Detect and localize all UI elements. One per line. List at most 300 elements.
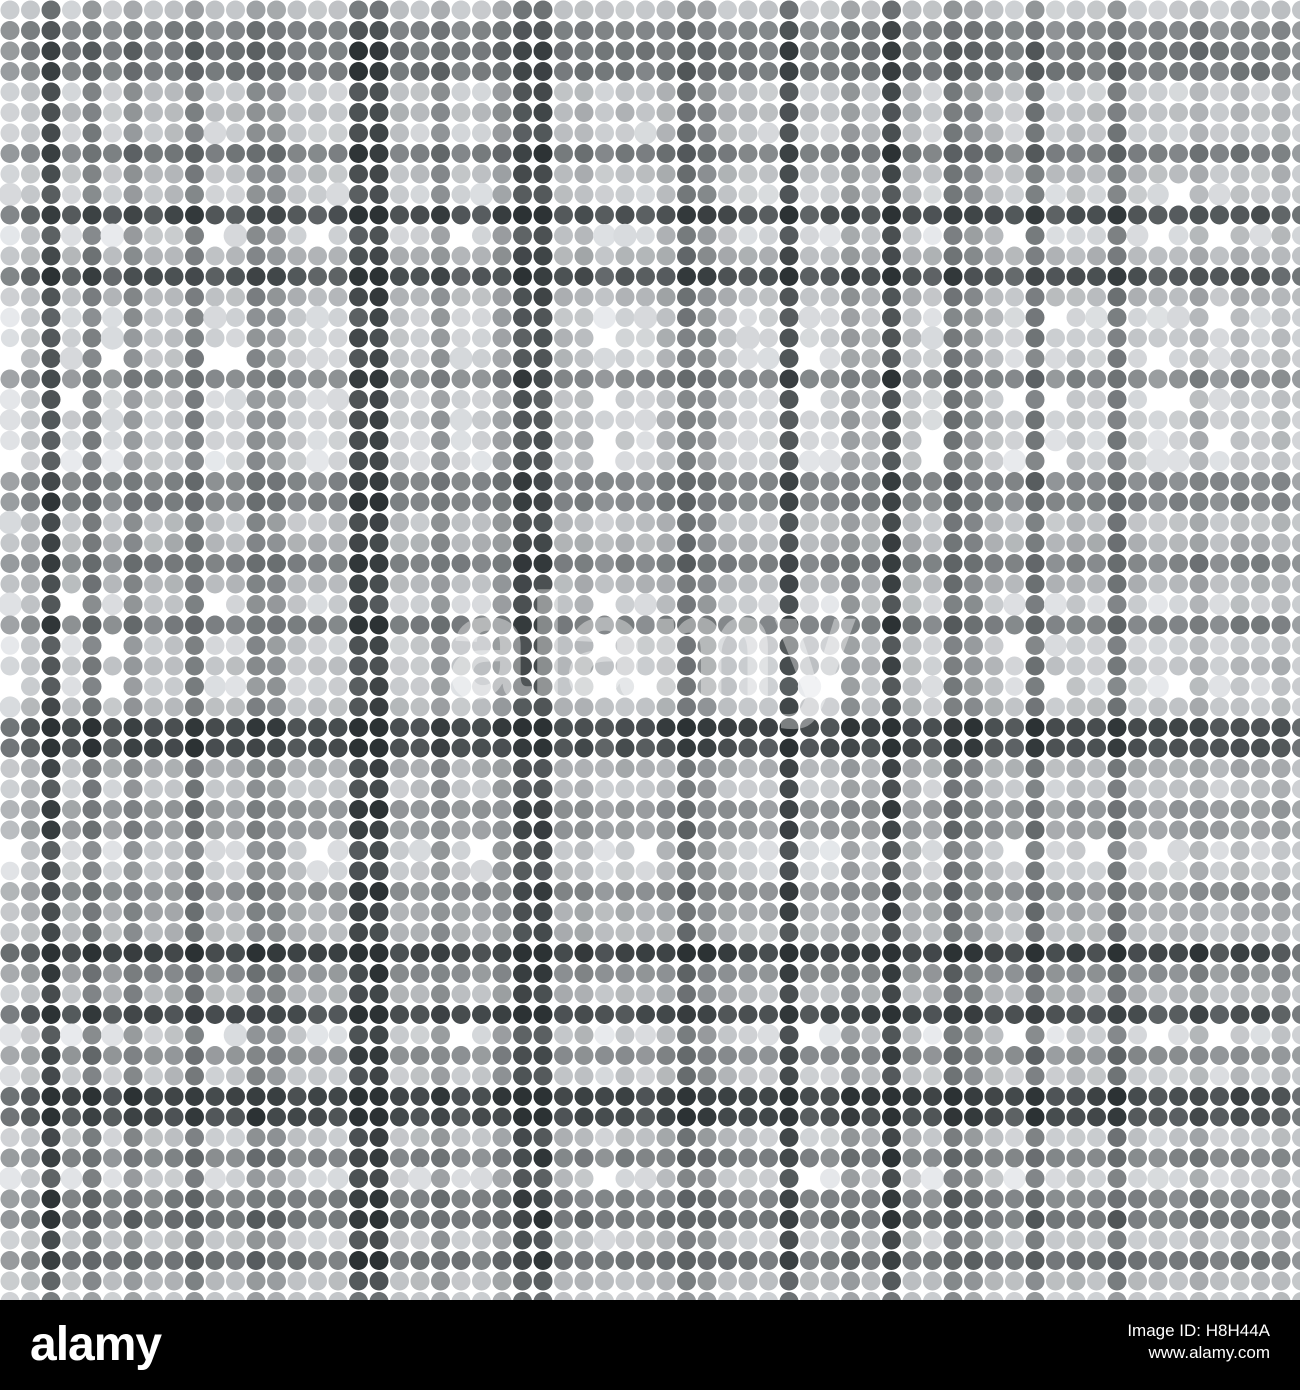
- halftone-dot: [0, 1167, 22, 1190]
- halftone-dot: [247, 657, 266, 676]
- halftone-dot: [370, 554, 389, 573]
- halftone-dot: [411, 1087, 430, 1106]
- halftone-dot: [821, 42, 840, 61]
- halftone-dot: [329, 411, 348, 430]
- halftone-dot: [759, 1108, 778, 1127]
- halftone-dot: [759, 1046, 778, 1065]
- halftone-dot: [1272, 739, 1291, 758]
- halftone-dot: [923, 62, 942, 81]
- halftone-dot: [862, 42, 881, 61]
- halftone-dot: [390, 1210, 409, 1229]
- halftone-dot: [1108, 1026, 1127, 1045]
- halftone-dot: [985, 636, 1004, 655]
- halftone-dot: [1251, 657, 1270, 676]
- halftone-dot: [267, 165, 286, 184]
- halftone-dot: [349, 759, 368, 778]
- halftone-dot: [1046, 83, 1065, 102]
- halftone-dot: [144, 349, 163, 368]
- halftone-dot: [657, 390, 676, 409]
- halftone-dot: [1167, 839, 1189, 861]
- halftone-dot: [452, 62, 471, 81]
- halftone-dot: [62, 964, 81, 983]
- halftone-dot: [513, 636, 532, 655]
- halftone-dot: [288, 1231, 307, 1250]
- halftone-dot: [307, 860, 329, 882]
- halftone-dot: [1231, 185, 1250, 204]
- halftone-dot: [1005, 1087, 1024, 1106]
- halftone-dot: [124, 1169, 143, 1188]
- halftone-dot: [1210, 513, 1229, 532]
- halftone-dot: [1251, 882, 1270, 901]
- halftone-dot: [1067, 493, 1086, 512]
- halftone-dot: [819, 225, 841, 247]
- halftone-dot: [1087, 1210, 1106, 1229]
- halftone-dot: [780, 698, 799, 717]
- halftone-dot: [1108, 329, 1127, 348]
- halftone-dot: [800, 472, 819, 491]
- halftone-dot: [1128, 185, 1147, 204]
- halftone-dot: [718, 329, 737, 348]
- halftone-dot: [534, 985, 553, 1004]
- halftone-dot: [903, 247, 922, 266]
- halftone-dot: [513, 575, 532, 594]
- halftone-dot: [1272, 1026, 1291, 1045]
- halftone-dot: [739, 677, 757, 695]
- halftone-dot: [821, 1128, 840, 1147]
- halftone-dot: [554, 718, 573, 737]
- halftone-dot: [923, 206, 942, 225]
- halftone-dot: [62, 739, 81, 758]
- halftone-dot: [103, 165, 122, 184]
- halftone-dot: [62, 1190, 81, 1209]
- halftone-dot: [411, 739, 430, 758]
- halftone-dot: [370, 185, 389, 204]
- halftone-dot: [349, 575, 368, 594]
- halftone-dot: [226, 1067, 245, 1086]
- halftone-dot: [554, 83, 573, 102]
- halftone-dot: [0, 511, 22, 535]
- halftone-dot: [1251, 575, 1270, 594]
- halftone-dot: [677, 493, 696, 512]
- halftone-dot: [923, 1292, 942, 1300]
- halftone-dot: [1108, 247, 1127, 266]
- halftone-dot: [964, 657, 983, 676]
- halftone-dot: [554, 1272, 573, 1291]
- halftone-dot: [1149, 985, 1168, 1004]
- halftone-dot: [513, 349, 532, 368]
- halftone-dot: [431, 1210, 450, 1229]
- halftone-dot: [83, 1272, 102, 1291]
- halftone-dot: [985, 739, 1004, 758]
- halftone-dot: [882, 144, 901, 163]
- halftone-dot: [267, 923, 286, 942]
- halftone-dot: [534, 616, 553, 635]
- halftone-dot: [470, 183, 493, 206]
- halftone-dot: [698, 267, 717, 286]
- halftone-dot: [206, 165, 225, 184]
- halftone-dot: [718, 985, 737, 1004]
- halftone-dot: [1249, 224, 1271, 246]
- halftone-dot: [493, 1026, 512, 1045]
- halftone-dot: [534, 698, 553, 717]
- halftone-dot: [326, 183, 350, 207]
- halftone-dot: [1169, 903, 1188, 922]
- halftone-dot: [165, 1067, 184, 1086]
- halftone-dot: [1169, 944, 1188, 963]
- halftone-dot: [964, 513, 983, 532]
- halftone-dot: [657, 985, 676, 1004]
- halftone-dot: [1128, 1026, 1147, 1045]
- halftone-dot: [185, 1005, 204, 1024]
- halftone-dot: [165, 923, 184, 942]
- halftone-dot: [1231, 247, 1250, 266]
- halftone-dot: [267, 247, 286, 266]
- halftone-dot: [1, 165, 20, 184]
- halftone-dot: [124, 677, 143, 696]
- halftone-dot: [862, 185, 881, 204]
- halftone-dot: [985, 390, 1004, 409]
- halftone-dot: [636, 903, 655, 922]
- halftone-dot: [821, 534, 840, 553]
- halftone-dot: [1190, 21, 1209, 40]
- halftone-dot: [903, 1067, 922, 1086]
- halftone-dot: [370, 739, 389, 758]
- halftone-dot: [1190, 472, 1209, 491]
- halftone-dot: [513, 124, 532, 143]
- halftone-dot: [616, 575, 635, 594]
- halftone-dot: [1149, 882, 1168, 901]
- halftone-dot: [964, 1190, 983, 1209]
- halftone-dot: [657, 1149, 676, 1168]
- halftone-dot: [103, 575, 122, 594]
- halftone-dot: [1087, 1046, 1106, 1065]
- halftone-dot: [349, 964, 368, 983]
- halftone-dot: [575, 308, 594, 327]
- halftone-dot: [493, 1046, 512, 1065]
- halftone-dot: [267, 124, 286, 143]
- halftone-dot: [923, 390, 943, 410]
- halftone-dot: [83, 1251, 102, 1270]
- halftone-dot: [923, 985, 942, 1004]
- halftone-dot: [677, 718, 696, 737]
- halftone-dot: [411, 800, 430, 819]
- halftone-dot: [1087, 636, 1106, 655]
- halftone-dot: [1046, 1231, 1065, 1250]
- halftone-dot: [616, 288, 635, 307]
- halftone-dot: [554, 21, 573, 40]
- halftone-dot: [800, 800, 819, 819]
- site-link[interactable]: www.alamy.com: [1148, 1343, 1270, 1362]
- alamy-logo[interactable]: alamy: [30, 1318, 162, 1371]
- halftone-dot: [903, 103, 922, 122]
- halftone-dot: [1045, 348, 1066, 369]
- halftone-dot: [513, 1067, 532, 1086]
- halftone-dot: [800, 1108, 819, 1127]
- halftone-dot: [554, 513, 573, 532]
- halftone-dot: [329, 1272, 348, 1291]
- halftone-dot: [83, 595, 102, 614]
- halftone-dot: [903, 185, 922, 204]
- halftone-dot: [739, 964, 758, 983]
- halftone-dot: [698, 1149, 717, 1168]
- halftone-dot: [944, 329, 963, 348]
- halftone-dot: [759, 759, 778, 778]
- halftone-dot: [1087, 1251, 1106, 1270]
- halftone-dot: [635, 1025, 656, 1046]
- halftone-dot: [329, 780, 348, 799]
- halftone-dot: [62, 206, 81, 225]
- halftone-dot: [83, 390, 102, 409]
- halftone-dot: [985, 595, 1004, 614]
- halftone-dot: [575, 677, 594, 696]
- halftone-dot: [944, 821, 963, 840]
- halftone-dot: [1087, 759, 1106, 778]
- halftone-dot: [431, 985, 450, 1004]
- halftone-dot: [472, 636, 491, 655]
- halftone-dot: [124, 1026, 143, 1045]
- halftone-dot: [1026, 349, 1045, 368]
- halftone-dot: [923, 534, 942, 553]
- halftone-dot: [308, 780, 327, 799]
- halftone-dot: [1169, 1067, 1188, 1086]
- halftone-dot: [903, 329, 922, 348]
- halftone-dot: [0, 226, 20, 246]
- halftone-dot: [534, 882, 553, 901]
- halftone-dot: [923, 42, 942, 61]
- halftone-dot: [472, 124, 491, 143]
- halftone-dot: [575, 411, 594, 430]
- halftone-dot: [103, 821, 122, 840]
- halftone-dot: [165, 1190, 184, 1209]
- halftone-dot: [267, 472, 286, 491]
- halftone-dot: [349, 103, 368, 122]
- halftone-dot: [1087, 1026, 1106, 1045]
- halftone-dot: [1210, 554, 1229, 573]
- halftone-dot: [1190, 780, 1209, 799]
- halftone-dot: [224, 1023, 248, 1047]
- halftone-dot: [493, 1128, 512, 1147]
- halftone-dot: [431, 370, 450, 389]
- halftone-dot: [1128, 247, 1147, 266]
- halftone-dot: [1046, 124, 1065, 143]
- halftone-dot: [820, 348, 841, 369]
- halftone-dot: [390, 21, 409, 40]
- halftone-dot: [1210, 1272, 1229, 1291]
- halftone-dot: [759, 390, 779, 410]
- halftone-dot: [124, 472, 143, 491]
- halftone-dot: [247, 1210, 266, 1229]
- halftone-dot: [800, 964, 819, 983]
- halftone-dot: [882, 206, 901, 225]
- halftone-dot: [800, 1128, 819, 1147]
- halftone-dot: [247, 42, 266, 61]
- halftone-dot: [185, 226, 204, 245]
- halftone-dot: [1026, 636, 1045, 655]
- halftone-dot: [841, 780, 860, 799]
- halftone-dot: [329, 944, 348, 963]
- halftone-dot: [185, 1251, 204, 1270]
- halftone-dot: [1087, 124, 1106, 143]
- halftone-dot: [575, 247, 594, 266]
- halftone-dot: [903, 1190, 922, 1209]
- halftone-dot: [1067, 329, 1086, 348]
- halftone-dot: [636, 62, 655, 81]
- halftone-dot: [575, 226, 594, 245]
- halftone-dot: [1251, 411, 1270, 430]
- halftone-dot: [42, 841, 61, 860]
- halftone-dot: [923, 657, 942, 676]
- halftone-dot: [657, 657, 676, 676]
- halftone-dot: [698, 288, 717, 307]
- halftone-dot: [821, 103, 840, 122]
- halftone-dot: [1128, 370, 1147, 389]
- halftone-dot: [1108, 452, 1127, 471]
- halftone-dot: [62, 1231, 81, 1250]
- halftone-dot: [800, 1087, 819, 1106]
- halftone-dot: [83, 657, 102, 676]
- halftone-dot: [1108, 1169, 1127, 1188]
- halftone-dot: [923, 21, 942, 40]
- halftone-dot: [944, 370, 963, 389]
- halftone-dot: [739, 124, 758, 143]
- halftone-dot: [657, 1087, 676, 1106]
- halftone-dot: [1026, 144, 1045, 163]
- halftone-dot: [452, 185, 471, 204]
- halftone-dot: [206, 1190, 225, 1209]
- halftone-dot: [370, 1108, 389, 1127]
- halftone-dot: [882, 739, 901, 758]
- halftone-dot: [165, 288, 184, 307]
- halftone-dot: [1108, 1190, 1127, 1209]
- halftone-dot: [390, 1231, 409, 1250]
- halftone-dot: [1169, 636, 1188, 655]
- halftone-dot: [226, 411, 245, 430]
- halftone-dot: [267, 534, 286, 553]
- halftone-dot: [431, 1251, 450, 1270]
- halftone-dot: [1046, 288, 1065, 307]
- halftone-dot: [718, 903, 737, 922]
- halftone-dot: [21, 513, 40, 532]
- halftone-dot: [677, 308, 696, 327]
- halftone-dot: [780, 759, 799, 778]
- halftone-dot: [1169, 124, 1188, 143]
- halftone-dot: [410, 451, 430, 471]
- halftone-dot: [534, 657, 553, 676]
- halftone-dot: [472, 1087, 491, 1106]
- halftone-dot: [1108, 923, 1127, 942]
- halftone-dot: [944, 841, 963, 860]
- halftone-dot: [677, 821, 696, 840]
- halftone-dot: [21, 267, 40, 286]
- halftone-dot: [390, 862, 409, 881]
- halftone-dot: [165, 698, 184, 717]
- halftone-dot: [780, 165, 799, 184]
- halftone-dot: [1005, 103, 1024, 122]
- halftone-dot: [1272, 985, 1291, 1004]
- halftone-dot: [800, 1005, 819, 1024]
- halftone-dot: [923, 759, 942, 778]
- halftone-dot: [431, 21, 450, 40]
- halftone-dot: [534, 1169, 553, 1188]
- halftone-dot: [759, 677, 778, 696]
- halftone-dot: [759, 616, 778, 635]
- halftone-dot: [595, 964, 614, 983]
- halftone-dot: [780, 964, 799, 983]
- halftone-dot: [759, 657, 778, 676]
- halftone-dot: [1292, 1087, 1300, 1106]
- halftone-dot: [1046, 698, 1065, 717]
- halftone-dot: [739, 739, 758, 758]
- halftone-dot: [1128, 21, 1147, 40]
- halftone-dot: [21, 62, 40, 81]
- halftone-dot: [349, 1128, 368, 1147]
- halftone-dot: [1128, 595, 1147, 614]
- halftone-dot: [800, 431, 819, 450]
- halftone-dot: [882, 964, 901, 983]
- halftone-dot: [62, 1251, 81, 1270]
- halftone-dot: [1190, 595, 1209, 614]
- halftone-dot: [964, 1026, 983, 1045]
- halftone-dot: [513, 554, 532, 573]
- halftone-dot: [288, 944, 307, 963]
- halftone-dot: [1108, 144, 1127, 163]
- halftone-dot: [800, 821, 819, 840]
- halftone-dot: [677, 349, 696, 368]
- halftone-dot: [1, 821, 20, 840]
- halftone-dot: [1046, 370, 1065, 389]
- halftone-dot: [226, 472, 245, 491]
- halftone-dot: [349, 1169, 368, 1188]
- halftone-dot: [513, 431, 532, 450]
- halftone-dot: [841, 821, 860, 840]
- halftone-dot: [736, 326, 760, 350]
- halftone-dot: [882, 452, 901, 471]
- halftone-dot: [513, 800, 532, 819]
- halftone-dot: [21, 144, 40, 163]
- halftone-dot: [390, 62, 409, 81]
- halftone-dot: [759, 1005, 778, 1024]
- halftone-dot: [821, 83, 840, 102]
- halftone-dot: [144, 124, 163, 143]
- halftone-dot: [882, 21, 901, 40]
- halftone-dot: [185, 1128, 204, 1147]
- halftone-dot: [411, 267, 430, 286]
- halftone-dot: [83, 554, 102, 573]
- halftone-dot: [1149, 636, 1168, 655]
- halftone-dot: [431, 1231, 450, 1250]
- halftone-dot: [944, 493, 963, 512]
- halftone-dot: [185, 288, 204, 307]
- halftone-dot: [1128, 42, 1147, 61]
- halftone-dot: [1067, 452, 1086, 471]
- halftone-dot: [1026, 83, 1045, 102]
- halftone-dot: [226, 985, 245, 1004]
- halftone-dot: [575, 1087, 594, 1106]
- halftone-dot: [206, 616, 225, 635]
- halftone-dot: [390, 964, 409, 983]
- halftone-dot: [1044, 634, 1066, 656]
- halftone-dot: [1108, 780, 1127, 799]
- halftone-dot: [124, 657, 143, 676]
- halftone-dot: [1292, 698, 1300, 717]
- halftone-dot: [0, 1024, 21, 1047]
- halftone-dot: [1169, 739, 1188, 758]
- halftone-dot: [1005, 698, 1024, 717]
- halftone-dot: [944, 923, 963, 942]
- halftone-dot: [616, 1067, 635, 1086]
- halftone-dot: [616, 165, 635, 184]
- halftone-dot: [985, 1292, 1004, 1300]
